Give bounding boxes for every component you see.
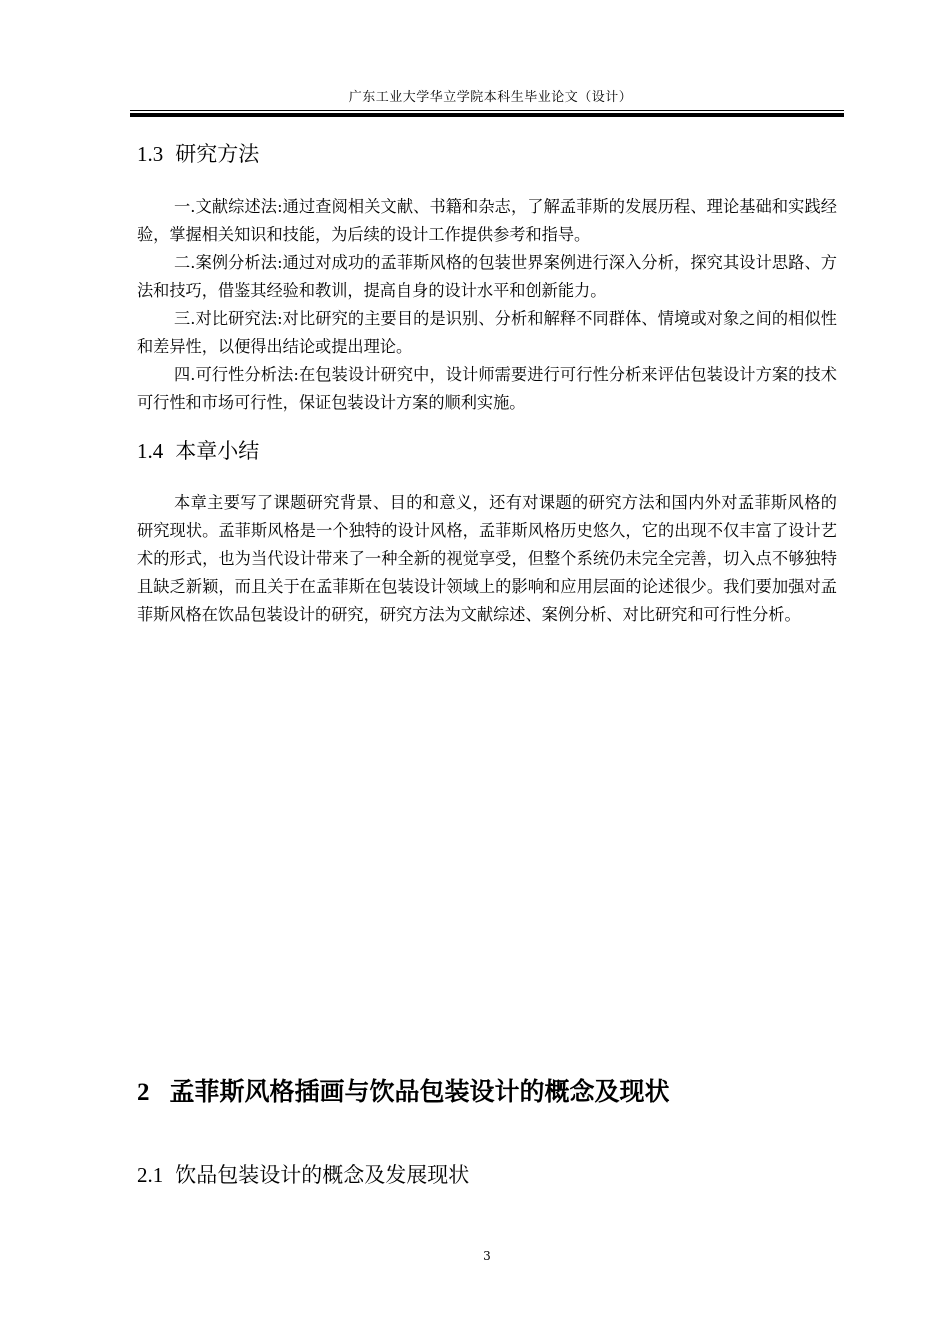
section-heading-1-4 bbox=[137, 437, 259, 465]
paragraph: 三.对比研究法:对比研究的主要目的是识别、分析和解释不同群体、情境或对象之间的相似性和差异性，以便得出结论或提出理论。 bbox=[137, 309, 837, 356]
section-1-3-body bbox=[137, 193, 837, 417]
paragraph: 本章主要写了课题研究背景、目的和意义，还有对课题的研究方法和国内外对孟菲斯风格的研究现状。孟菲斯风格是一个独特的设计风格，孟菲斯风格历史悠久，它的出现不仅丰富了设计艺术的形式，也为当代设计带来了一种全新的视觉享受，但整个系统仍未完全完善，切入点不够独特且缺乏新颖，而且关于在孟菲斯在包装设计领域上的影响和应用层面的论述很少。我们要加强对孟菲斯风格在饮品包装设计的研究，研究方法为文献综述、案例分析、对比研究和可行性分析。 bbox=[137, 493, 837, 624]
chapter-number: 2 bbox=[137, 1079, 150, 1106]
page-number: 3 bbox=[483, 1249, 491, 1263]
header-rule-thick bbox=[130, 113, 844, 117]
paragraph: 四.可行性分析法:在包装设计研究中，设计师需要进行可行性分析来评估包装设计方案的技术可行性和市场可行性，保证包装设计方案的顺利实施。 bbox=[137, 365, 837, 412]
paragraph: 二.案例分析法:通过对成功的孟菲斯风格的包装世界案例进行深入分析，探究其设计思路、方法和技巧，借鉴其经验和教训，提高自身的设计水平和创新能力。 bbox=[137, 253, 837, 300]
section-number: 1.4 bbox=[137, 439, 164, 463]
section-title: 本章小结 bbox=[175, 439, 260, 463]
chapter-heading-2 bbox=[137, 1076, 670, 1109]
running-header: 广东工业大学华立学院本科生毕业论文（设计） bbox=[348, 90, 633, 105]
header-rule-thin bbox=[130, 110, 844, 111]
section-1-4-body bbox=[137, 489, 837, 629]
section-heading-1-3 bbox=[137, 140, 259, 168]
section-title: 饮品包装设计的概念及发展现状 bbox=[175, 1163, 470, 1187]
paragraph: 一.文献综述法:通过查阅相关文献、书籍和杂志，了解孟菲斯的发展历程、理论基础和实践经验，掌握相关知识和技能，为后续的设计工作提供参考和指导。 bbox=[137, 197, 837, 244]
section-number: 2.1 bbox=[137, 1163, 164, 1187]
chapter-title: 孟菲斯风格插画与饮品包装设计的概念及现状 bbox=[169, 1077, 670, 1106]
section-number: 1.3 bbox=[137, 142, 164, 166]
section-heading-2-1 bbox=[137, 1161, 469, 1189]
section-title: 研究方法 bbox=[175, 142, 260, 166]
